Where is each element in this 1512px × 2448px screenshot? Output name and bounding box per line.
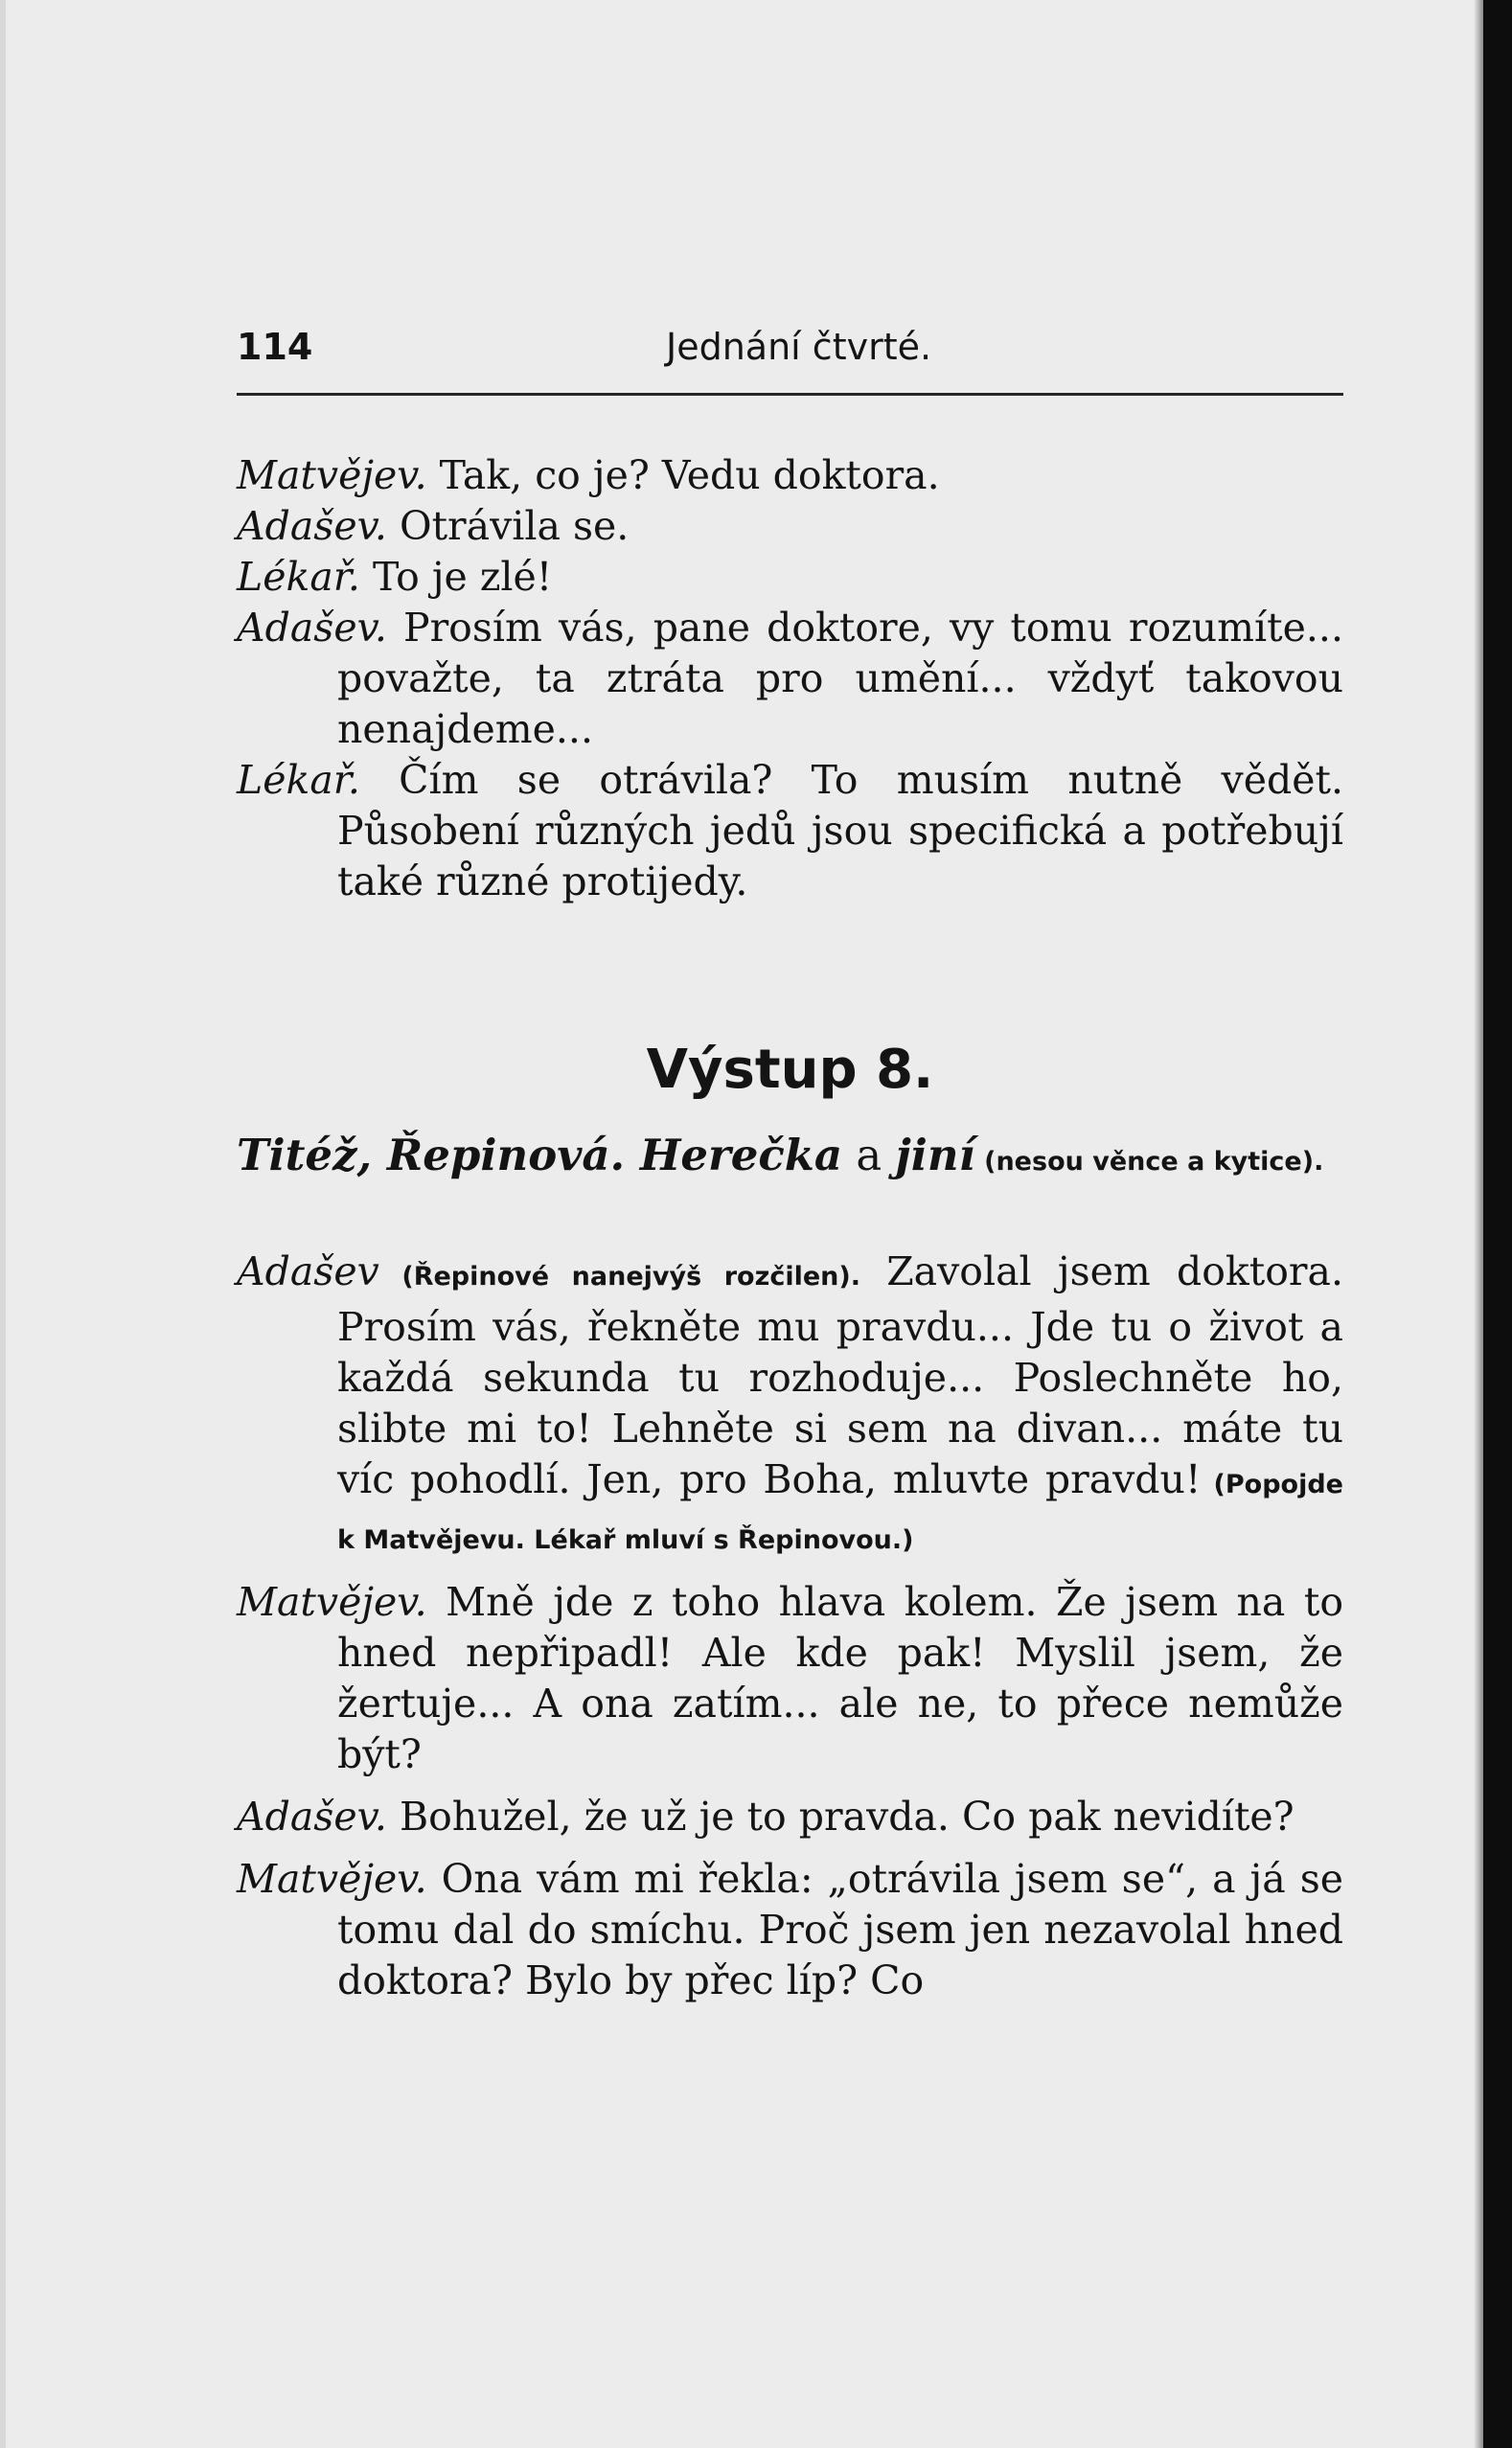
scene-cast-names: Titéž, Řepinová. Herečka (237, 1130, 843, 1180)
speaker-name: Lékař. (237, 554, 360, 600)
speech-text: To je zlé! (359, 554, 553, 600)
speech (237, 552, 1343, 603)
speech (237, 1854, 1343, 2006)
speaker-name: Lékař. (237, 757, 360, 803)
page-right-edge (1483, 0, 1512, 2448)
speech (237, 501, 1343, 552)
speaker-name: Adašev. (237, 503, 387, 549)
speech (237, 1577, 1343, 1780)
speaker-name: Matvějev. (237, 452, 427, 498)
scene-cast-others: jiní (895, 1130, 975, 1180)
speech-text: Prosím vás, pane doktore, vy tomu rozumíte... považte, ta ztráta pro umění... vždyť takovou nenajdeme... (337, 605, 1343, 752)
speech (237, 450, 1343, 501)
scene-title: Výstup 8. (646, 1039, 934, 1101)
page-left-edge (0, 0, 6, 2448)
scene-cast (237, 1129, 1343, 1189)
scene-cast-connector: a (842, 1130, 896, 1180)
speech-text: Otrávila se. (386, 503, 630, 549)
speech-text: Čím se otrávila? To musím nutně vědět. Působení různých jedů jsou specifická a potřebují také různé protijedy. (337, 757, 1343, 904)
speech (237, 755, 1343, 907)
running-title: Jednání čtvrté. (666, 326, 932, 368)
speaker-name: Matvějev. (237, 1579, 427, 1625)
speech-text: Bohužel, že už je to pravda. Co pak nevidíte? (386, 1794, 1294, 1840)
running-head (237, 326, 1343, 374)
speaker-name: Adašev (237, 1248, 379, 1294)
page-text (237, 450, 1343, 2006)
speech-text: Zavolal jsem doktora. Prosím vás, řekněte mu pravdu... Jde tu o život a každá sekunda tu rozhoduje... Poslechněte ho, slibte mi to! Lehněte si sem na divan... máte tu víc pohodlí. Jen, pro Boha, mluvte pravdu! (337, 1248, 1343, 1502)
speech-text: Mně jde z toho hlava kolem. Že jsem na to hned nepřipadl! Ale kde pak! Myslil jsem, že žertuje... A ona zatím... ale ne, to přece nemůže být? (337, 1579, 1343, 1777)
page-gutter-shadow (1474, 0, 1483, 2448)
speech (237, 603, 1343, 755)
header-rule (237, 393, 1343, 396)
page-number: 114 (237, 326, 313, 368)
stage-direction: (Řepinové nanejvýš rozčilen). (378, 1262, 860, 1292)
speech-text: Tak, co je? Vedu doktora. (426, 452, 940, 498)
speech-text: Ona vám mi řekla: „otrávila jsem se“, a já se tomu dal do smíchu. Proč jsem jen nezavolal hned doktora? Bylo by přec líp? Co (337, 1856, 1343, 2003)
speaker-name: Adašev. (237, 605, 387, 651)
speech (237, 1247, 1343, 1566)
scene-stage-direction: (nesou věnce a kytice). (974, 1147, 1324, 1177)
speaker-name: Adašev. (237, 1794, 387, 1840)
stage-direction: (Popojde k Matvějevu. Lékař mluví s Řepinovou.) (337, 1470, 1343, 1555)
speaker-name: Matvějev. (237, 1856, 427, 1902)
speech (237, 1792, 1343, 1842)
